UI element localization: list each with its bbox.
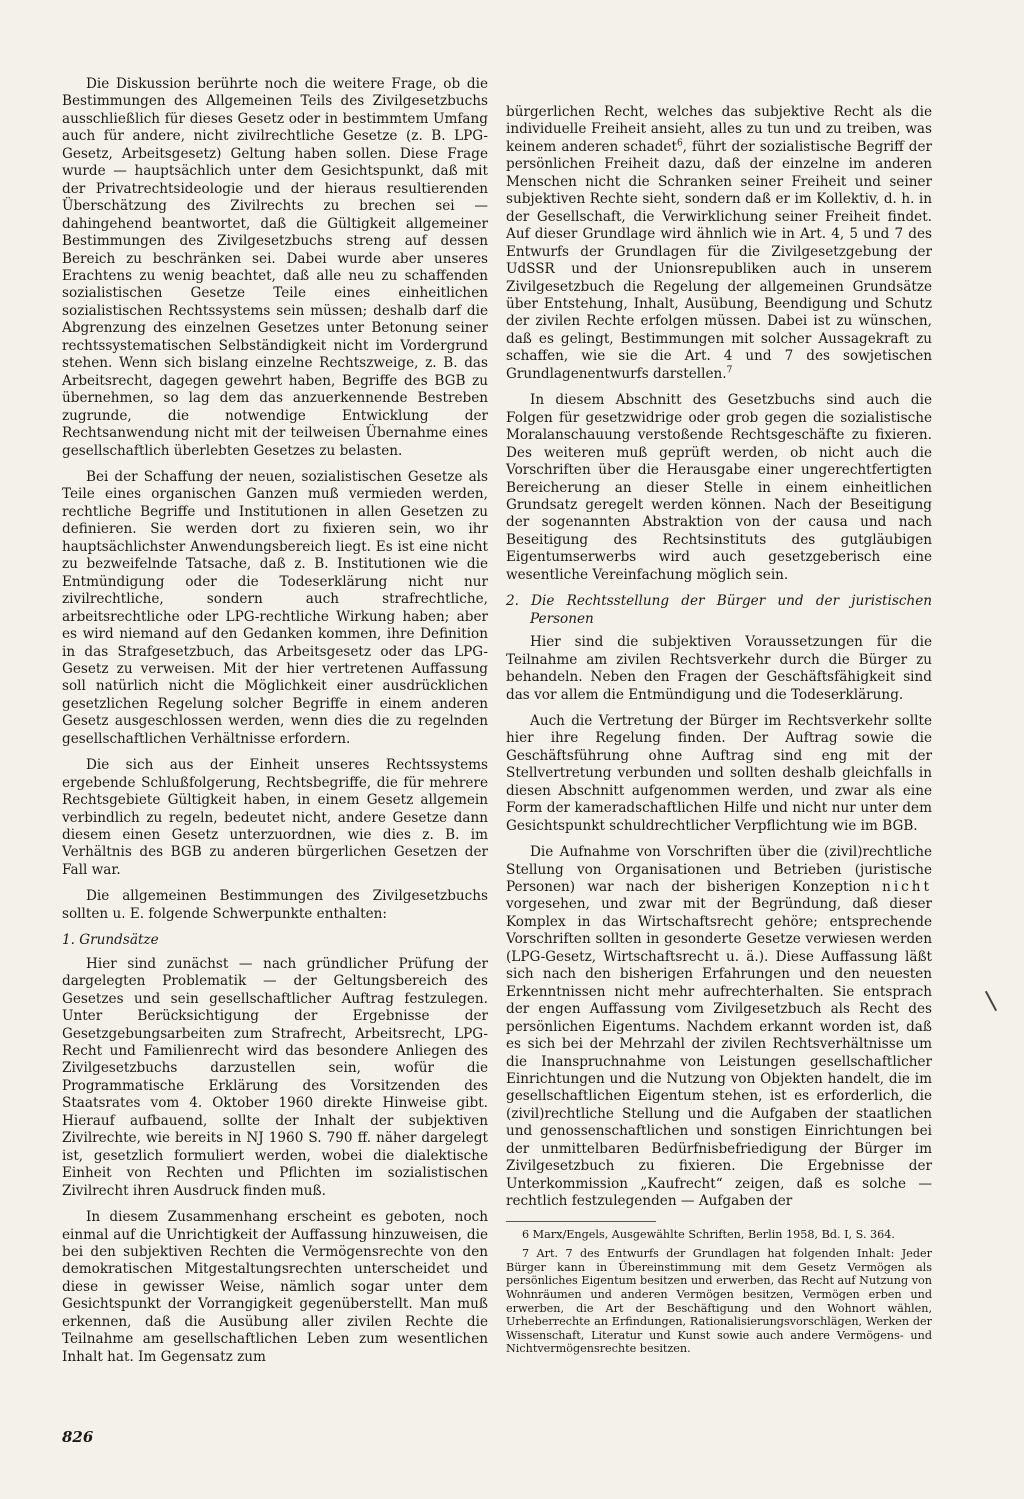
paragraph	[506, 844, 932, 1211]
right-column	[506, 104, 932, 1362]
footnote-ref-7: 7	[726, 365, 733, 376]
paragraph: In diesem Zusammenhang erscheint es geboten, noch einmal auf die Unrichtigkeit der Auffassung hinzuweisen, die bei den subjektiven Rechten die Vermögensrechte von den demokratischen Mitgestaltungsrechten unterscheidet und diese in gewisser Weise, nämlich sogar unter dem Gesichtspunkt der Vorrangigkeit gegenüberstellt. Man muß erkennen, daß die Ausübung aller zivilen Rechte die Teilnahme am gesellschaftlichen Leben zum wesentlichen Inhalt hat. Im Gegensatz zum	[62, 1209, 488, 1365]
paragraph	[506, 104, 932, 383]
footnote-6: 6 Marx/Engels, Ausgewählte Schriften, Berlin 1958, Bd. I, S. 364.	[522, 1227, 895, 1241]
paragraph-text: Die Aufnahme von Vorschriften über die (zivil)rechtliche Stellung von Organisationen und Betrieben (juristische Personen) war nach der bisherigen Konzeption	[506, 844, 932, 896]
spaced-emphasis: nicht	[882, 879, 932, 896]
paragraph: Die allgemeinen Bestimmungen des Zivilgesetzbuchs sollten u. E. folgende Schwerpunkte enthalten:	[62, 888, 488, 922]
paragraph: Auch die Vertretung der Bürger im Rechtsverkehr sollte hier ihre Regelung finden. Der Auftrag sowie die Geschäftsführung ohne Auftrag sind eng mit der Stellvertretung verbunden und sollten deshalb gleichfalls in diesen Abschnitt aufgenommen werden, und zwar als eine Form der kameradschaftlichen Hilfe und nicht nur unter dem Gesichtspunkt schuldrechtlicher Verpflichtung wie im BGB.	[506, 712, 932, 834]
margin-pencil-mark	[985, 991, 997, 1011]
footnotes	[506, 1228, 932, 1356]
paragraph: Hier sind die subjektiven Voraussetzungen für die Teilnahme am zivilen Rechtsverkehr durch die Bürger zu behandeln. Neben den Fragen der Geschäftsfähigkeit sind das vor allem die Entmündigung und die Todeserklärung.	[506, 634, 932, 703]
paragraph: Die sich aus der Einheit unseres Rechtssystems ergebende Schlußfolgerung, Rechtsbegriffe, die für mehrere Rechtsgebiete Gültigkeit haben, in einem Gesetz allgemein verbindlich zu regeln, bedeutet nicht, andere Gesetze dann diesem einen Gesetz unterzuordnen, wie dies z. B. im Verhältnis des BGB zu anderen bürgerlichen Gesetzen der Fall war.	[62, 757, 488, 878]
paragraph-text: , führt der sozialistische Begriff der persönlichen Freiheit dazu, daß der einzelne im anderen Menschen nicht die Schranken seiner Freiheit und seiner subjektiven Rechte sieht, sondern daß er im Kollektiv, d. h. in der Gesellschaft, die Verwirklichung seiner Freiheit findet. Auf dieser Grundlage wird ähnlich wie in Art. 4, 5 und 7 des Entwurfs der Grundlagen für die Zivilgesetzgebung der UdSSR und der Unionsrepubliken auch in unserem Zivilgesetzbuch die Regelung der allgemeinen Grundsätze über Entstehung, Inhalt, Ausübung, Beendigung und Schutz der zivilen Rechte erfolgen müssen. Dabei ist zu wünschen, daß es gelingt, Bestimmungen mit solcher Aussagekraft zu schaffen, wie sie die Art. 4 und 7 des sowjetischen Grundlagenentwurfs darstellen.	[506, 138, 932, 382]
footnote-7: 7 Art. 7 des Entwurfs der Grundlagen hat folgenden Inhalt: Jeder Bürger kann in Übereinstimmung mit dem Gesetz Vermögen als persönliches Eigentum besitzen und erwerben, das Recht auf Nutzung von Wohnräumen und anderen Vermögen besitzen, Vermögen erben und erwerben, die Art der Beschäftigung und den Wohnort wählen, Urheberrechte an Erfindungen, Rationalisierungsvorschlägen, Werken der Wissenschaft, Literatur und Kunst sowie auch andere Vermögens- und Nichtvermögensrechte besitzen.	[506, 1247, 932, 1356]
section-heading-rechtsstellung: 2. Die Rechtsstellung der Bürger und der juristischen Personen	[506, 593, 932, 627]
footnote-divider	[506, 1221, 656, 1222]
page-number: 826	[62, 1428, 94, 1446]
paragraph: In diesem Abschnitt des Gesetzbuchs sind auch die Folgen für gesetzwidrige oder grob gegen die sozialistische Moralanschauung verstoßende Rechtsgeschäfte zu fixieren. Des weiteren muß geprüft werden, ob nicht auch die Vorschriften über die Herausgabe einer ungerechtfertigten Bereicherung an dieser Stelle in einem einheitlichen Grundsatz geregelt werden können. Nach der Beseitigung der sogenannten Abstraktion von der causa und nach Beseitigung des Rechtsinstituts des gutgläubigen Eigentumserwerbs wird auch gesetzgeberisch eine wesentliche Vereinfachung möglich sein.	[506, 392, 932, 583]
footnote-ref-6: 6	[676, 138, 683, 149]
paragraph: Die Diskussion berührte noch die weitere Frage, ob die Bestimmungen des Allgemeinen Teils des Zivilgesetzbuchs ausschließlich für dieses Gesetz oder in bestimmtem Umfang auch für andere, nicht zivilrechtliche Gesetze (z. B. LPG-Gesetz, Arbeitsgesetz) Geltung haben sollen. Diese Frage wurde — hauptsächlich unter dem Gesichtspunkt, daß mit der Privatrechtsideologie und der hieraus resultierenden Überschätzung des Zivilrechts zu brechen sei — dahingehend beantwortet, daß die Gültigkeit allgemeiner Bestimmungen des Zivilgesetzbuchs streng auf dessen Bereich zu beschränken sei. Dabei wurde aber unseres Erachtens zu wenig beachtet, daß alle neu zu schaffenden sozialistischen Gesetze Teile eines einheitlichen sozialistischen Rechtssystems sein müssen; deshalb darf die Abgrenzung des einzelnen Gesetzes unter Betonung seiner rechtssystematischen Selbständigkeit nicht im Vordergrund stehen. Wenn sich bislang einzelne Rechtszweige, z. B. das Arbeitsrecht, dagegen gewehrt haben, Begriffe des BGB zu übernehmen, so lag dem das anzuerkennende Bestreben zugrunde, die notwendige Entwicklung der Rechtsanwendung nicht mit der teilweisen Übernahme eines gesellschaftlich überlebten Gesetzes zu belasten.	[62, 76, 488, 459]
paragraph-text: vorgesehen, und zwar mit der Begründung, daß dieser Komplex in das Wirtschaftsrecht gehöre; entsprechende Vorschriften sollten in gesonderte Gesetze verwiesen werden (LPG-Gesetz, Wirtschaftsrecht u. ä.). Diese Auffassung läßt sich nach den bisherigen Erfahrungen und den neuesten Erkenntnissen nicht mehr aufrechterhalten. Sie entsprach der engen Auffassung vom Zivilgesetzbuch als Recht des persönlichen Eigentums. Nachdem erkannt worden ist, daß es sich bei der Mehrzahl der zivilen Rechtsverhältnisse um die Inanspruchnahme von Leistungen gesellschaftlicher Einrichtungen und die Nutzung von Objekten handelt, die im gesellschaftlichen Eigentum stehen, ist es erforderlich, die (zivil)rechtliche Stellung und die Aufgaben der staatlichen und genossenschaftlichen und sonstigen Einrichtungen bei der unmittelbaren Bedürfnisbefriedigung der Bürger im Zivilgesetzbuch zu fixieren. Die Ergebnisse der Unterkommission „Kaufrecht“ zeigen, daß es solche — rechtlich festzulegenden — Aufgaben der	[506, 896, 932, 1210]
section-heading-grundsaetze: 1. Grundsätze	[62, 932, 159, 949]
paragraph: Hier sind zunächst — nach gründlicher Prüfung der dargelegten Problematik — der Geltungsbereich des Gesetzes und sein gesellschaftlicher Auftrag festzulegen. Unter Berücksichtigung der Ergebnisse der Gesetzgebungsarbeiten zum Strafrecht, Arbeitsrecht, LPG-Recht und Familienrecht wird das besondere Anliegen des Zivilgesetzbuchs darzustellen sein, wofür die Programmatische Erklärung des Vorsitzenden des Staatsrates vom 4. Oktober 1960 direkte Hinweise gibt. Hierauf aufbauend, sollte der Inhalt der subjektiven Zivilrechte, wie bereits in NJ 1960 S. 790 ff. näher dargelegt ist, gesetzlich formuliert werden, wobei die dialektische Einheit von Rechten und Pflichten im sozialistischen Zivilrecht ihren Ausdruck finden muß.	[62, 955, 488, 1199]
paragraph-text: bürgerlichen Recht, welches das subjektive Recht als die individuelle Freiheit ansieht, alles zu tun und zu treiben, was keinem anderen schadet	[506, 104, 932, 155]
paragraph: Bei der Schaffung der neuen, sozialistischen Gesetze als Teile eines organischen Ganzen muß vermieden werden, rechtliche Begriffe und Institutionen in allen Gesetzen zu definieren. Sie werden dort zu fixieren sein, wo ihr hauptsächlichster Anwendungsbereich liegt. Es ist eine nicht zu bezweifelnde Tatsache, daß z. B. Institutionen wie die Entmündigung oder die Todeserklärung nicht nur zivilrechtliche, sondern auch strafrechtliche, arbeitsrechtliche oder LPG-rechtliche Wirkung haben; aber es wird niemand auf den Gedanken kommen, ihre Definition in das Strafgesetzbuch, das Arbeitsgesetz oder das LPG-Gesetz zu verweisen. Mit der hier vertretenen Auffassung soll natürlich nicht die Möglichkeit einer ausdrücklichen gesetzlichen Regelung solcher Begriffe in einem anderen Gesetz ausgeschlossen werden, wenn dies die zu regelnden gesellschaftlichen Verhältnisse erfordern.	[62, 468, 488, 747]
left-column	[62, 76, 488, 1375]
